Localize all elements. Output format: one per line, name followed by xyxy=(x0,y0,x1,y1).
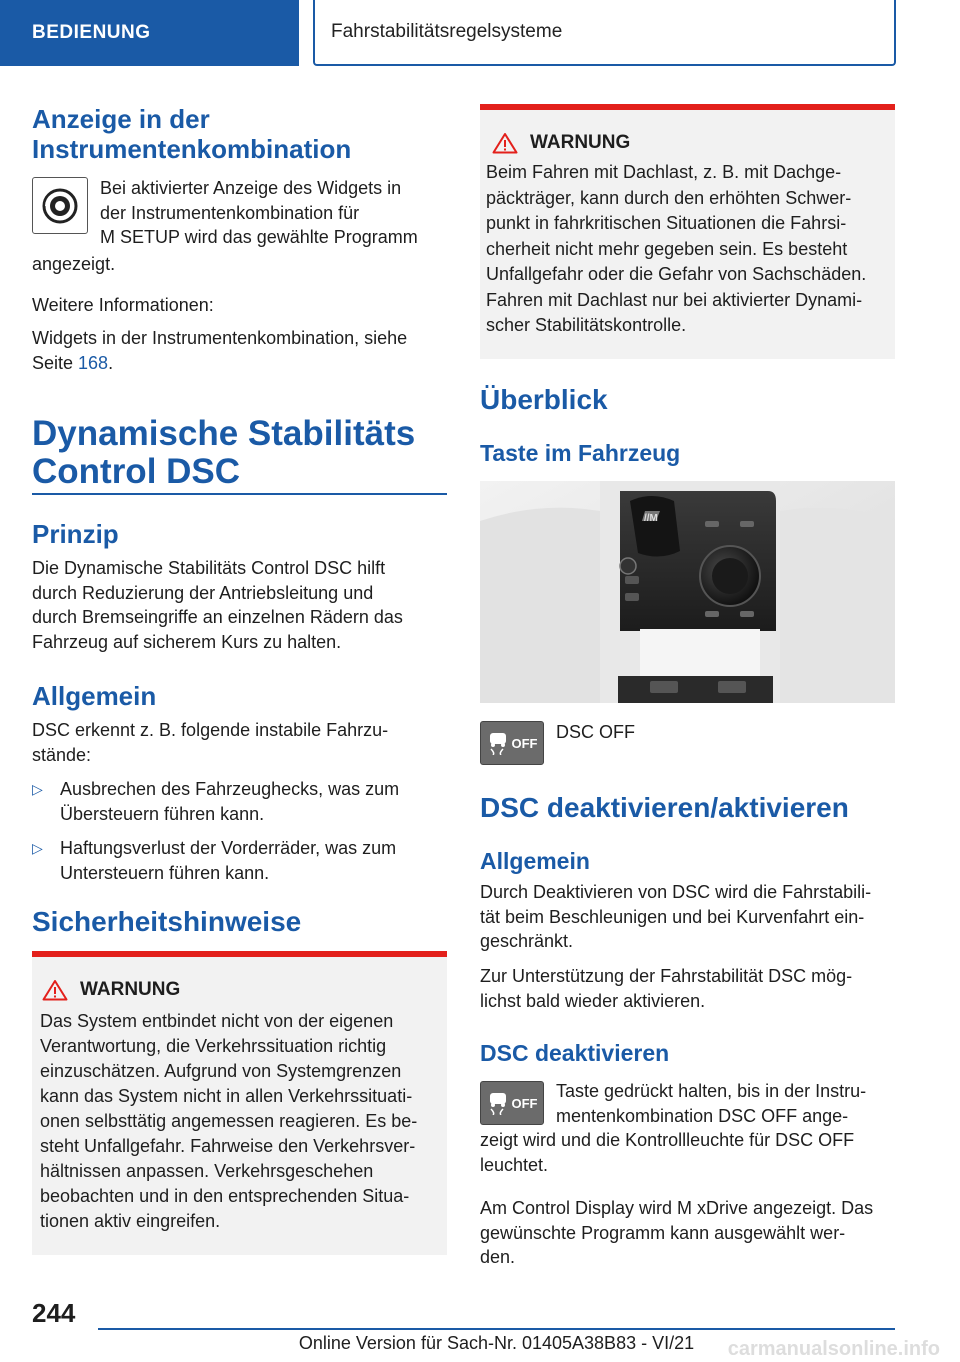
text-line: mentenkombination DSC OFF ange- xyxy=(556,1105,849,1126)
text-line: durch Bremseingriffe an einzelnen Rädern das xyxy=(32,607,403,627)
warning-triangle-icon xyxy=(492,132,518,154)
text-fragment: Seite xyxy=(32,352,79,373)
warning-box xyxy=(32,951,447,1255)
section-heading-sicherheit: Sicherheitshinweise xyxy=(32,906,302,937)
warning-title xyxy=(32,957,447,1001)
control-display-text xyxy=(480,1196,900,1270)
text-line: Verantwortung, die Verkehrssituation richtig xyxy=(40,1036,387,1056)
text-line: Am Control Display wird M xDrive angezeigt. Das xyxy=(480,1198,874,1218)
page-number: 244 xyxy=(32,1298,76,1328)
warning-triangle-icon xyxy=(42,979,68,1001)
text-line: Taste gedrückt halten, bis in der Instru- xyxy=(556,1081,867,1101)
warning-title xyxy=(480,110,895,154)
text-line: angezeigt. xyxy=(32,254,116,274)
widget-icon xyxy=(32,177,88,234)
text-line: cherheit nicht mehr gegeben sein. Es besteht xyxy=(486,238,848,259)
anzeige-intro xyxy=(100,176,450,250)
text-line: zeigt wird und die Kontrollleuchte für DSC OFF xyxy=(480,1130,855,1150)
footer-rule xyxy=(98,1328,895,1330)
text-fragment: . xyxy=(108,352,114,373)
allgemein-right-text-2 xyxy=(480,964,900,1013)
section-heading-anzeige xyxy=(32,104,452,164)
triangle-bullet-icon: ▷ xyxy=(32,781,43,797)
dsc-off-icon xyxy=(480,721,544,765)
page-link[interactable]: 168 xyxy=(78,352,109,373)
allgemein-right-text xyxy=(480,880,900,954)
text-line: Untersteuern führen kann. xyxy=(60,862,270,883)
text-line: lichst bald wieder aktivieren. xyxy=(480,990,706,1011)
text-line: hältnissen anpassen. Verkehrsgeschehen xyxy=(40,1161,374,1181)
text-line: steht Unfallgefahr. Fahrweise den Verkehrsver- xyxy=(40,1136,416,1156)
text-line: Haftungsverlust der Vorderräder, was zum xyxy=(60,838,397,858)
heading-line: Anzeige in der xyxy=(32,104,210,134)
list-item xyxy=(32,836,452,885)
text-line: stände: xyxy=(32,744,92,765)
subheading-taste: Taste im Fahrzeug xyxy=(480,440,681,466)
skidding-car-icon xyxy=(487,731,509,755)
off-text: OFF xyxy=(511,1095,538,1111)
text-line: gewünschte Programm kann ausgewählt wer- xyxy=(480,1222,846,1243)
heading-rule xyxy=(32,493,447,495)
heading-line: Control DSC xyxy=(32,452,241,491)
text-line: M SETUP wird das gewählte Programm xyxy=(100,227,418,247)
deaktivieren-text-cont xyxy=(480,1128,900,1177)
text-line: Bei aktivierter Anzeige des Widgets in xyxy=(100,178,402,198)
more-info-label: Weitere Informationen: xyxy=(32,295,214,315)
text-line: einzuschätzen. Aufgrund von Systemgrenzen xyxy=(40,1061,402,1081)
subheading-prinzip: Prinzip xyxy=(32,519,119,549)
text-line: durch Reduzierung der Antriebsleitung und xyxy=(32,582,374,603)
warning-text xyxy=(32,1001,447,1234)
svg-text://M: //M xyxy=(644,513,658,524)
watermark: carmanualsonline.info xyxy=(727,1338,940,1360)
console-photo xyxy=(480,481,895,703)
dsc-off-icon xyxy=(480,1081,544,1125)
chapter-heading-dsc xyxy=(32,415,452,491)
text-line: tät beim Beschleunigen und bei Kurvenfahrt ein- xyxy=(480,906,865,927)
text-line: Unfallgefahr oder die Gefahr von Sachschäden. xyxy=(486,264,867,284)
text-line xyxy=(32,351,452,376)
text-line: der Instrumentenkombination für xyxy=(100,202,360,223)
text-line: onen selbsttätig angemessen reagieren. Es be- xyxy=(40,1111,418,1131)
text-line: beobachten und in den entsprechenden Situa- xyxy=(40,1186,410,1206)
page-reference xyxy=(32,326,452,375)
subheading-allgemein: Allgemein xyxy=(32,681,157,711)
prinzip-text xyxy=(32,556,452,654)
deaktivieren-text xyxy=(556,1079,901,1128)
skidding-car-icon xyxy=(487,1091,509,1115)
subheading-allgemein-right: Allgemein xyxy=(480,848,590,874)
text-line: Beim Fahren mit Dachlast, z. B. mit Dachge- xyxy=(486,162,842,182)
heading-line: Instrumentenkombination xyxy=(32,134,352,164)
warning-label: WARNUNG xyxy=(80,979,181,1000)
text-line: Widgets in der Instrumentenkombination, siehe xyxy=(32,328,408,348)
warning-text xyxy=(480,154,895,339)
section-heading-deaktivieren: DSC deaktivieren/aktivieren xyxy=(480,792,849,823)
section-tab: BEDIENUNG xyxy=(0,0,299,66)
warning-box xyxy=(480,104,895,359)
off-text: OFF xyxy=(511,735,538,751)
text-line: Ausbrechen des Fahrzeughecks, was zum xyxy=(60,779,400,799)
text-line: DSC erkennt z. B. folgende instabile Fahrzu- xyxy=(32,720,389,740)
section-heading-ueberblick: Überblick xyxy=(480,384,608,415)
subheading-dsc-deaktivieren: DSC deaktivieren xyxy=(480,1040,670,1066)
list-item xyxy=(32,777,452,826)
text-line: kann das System nicht in allen Verkehrssituati- xyxy=(40,1086,413,1106)
heading-line: Dynamische Stabilitäts xyxy=(32,414,416,453)
text-line: tionen aktiv eingreifen. xyxy=(40,1211,221,1231)
text-line: Das System entbindet nicht von der eigenen xyxy=(40,1011,394,1031)
text-line: Die Dynamische Stabilitäts Control DSC hilft xyxy=(32,558,386,578)
triangle-bullet-icon: ▷ xyxy=(32,840,43,856)
dsc-off-caption: DSC OFF xyxy=(556,722,635,742)
warning-label: WARNUNG xyxy=(530,132,631,153)
bullet-list xyxy=(32,777,452,885)
allgemein-text xyxy=(32,718,452,767)
text-line: päckträger, kann durch den erhöhten Schwer- xyxy=(486,187,852,208)
text-line: leuchtet. xyxy=(480,1154,549,1175)
text-line: den. xyxy=(480,1247,516,1267)
online-version-note: Online Version für Sach-Nr. 01405A38B83 - VI/21 xyxy=(298,1333,695,1353)
text-line: Zur Unterstützung der Fahrstabilität DSC mög- xyxy=(480,966,853,986)
text-line: Fahrzeug auf sicherem Kurs zu halten. xyxy=(32,631,342,652)
text-line: Durch Deaktivieren von DSC wird die Fahrstabili- xyxy=(480,882,872,902)
text-line: punkt in fahrkritischen Situationen die Fahrsi- xyxy=(486,213,847,233)
text-line: geschränkt. xyxy=(480,931,574,951)
text-line: Fahren mit Dachlast nur bei aktivierter Dynami- xyxy=(486,289,863,310)
text-line: Übersteuern führen kann. xyxy=(60,803,265,824)
chapter-title: Fahrstabilitätsregelsysteme xyxy=(313,0,896,66)
text-line: scher Stabilitätskontrolle. xyxy=(486,315,687,335)
